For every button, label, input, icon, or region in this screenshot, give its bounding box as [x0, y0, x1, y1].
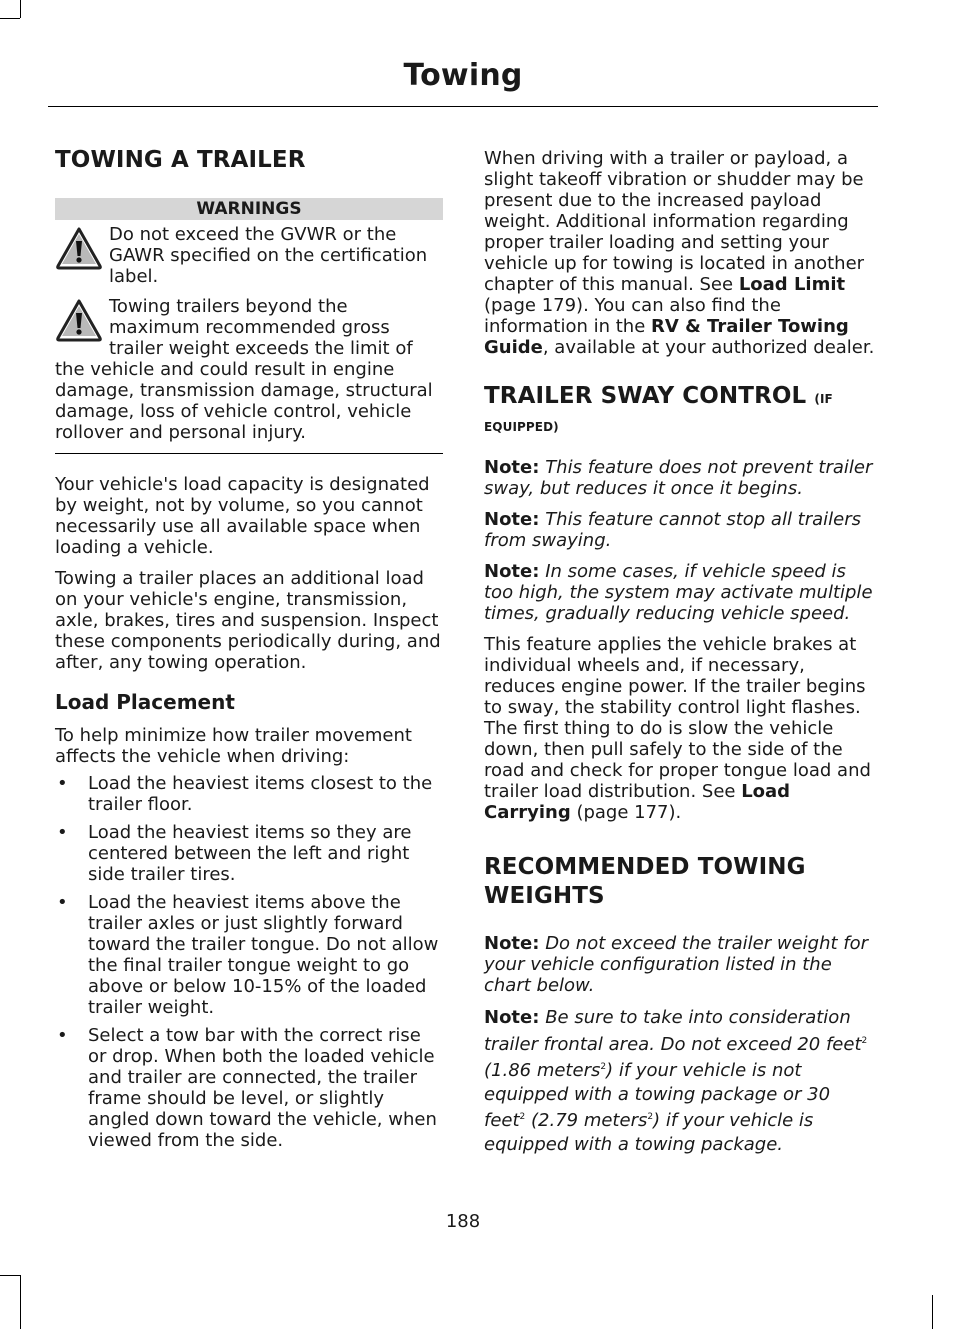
link-rv-trailer-towing-guide[interactable]: RV & Trailer Towing Guide [484, 316, 849, 358]
warnings-header: WARNINGS [55, 198, 443, 220]
paragraph-text: (page 177). [570, 802, 682, 823]
crop-mark-bottom-right-v [932, 1295, 933, 1329]
note-3 [484, 561, 876, 624]
warning-item-1 [55, 224, 443, 287]
list-item-text: Load the heaviest items so they are centered between the left and right side trailer tires. [88, 822, 412, 885]
crop-mark-bottom-left-v [20, 1275, 21, 1329]
subheading-load-placement: Load Placement [55, 690, 235, 714]
crop-mark-bottom-left-h [0, 1275, 20, 1276]
paragraph-sway-control-function [484, 634, 876, 823]
paragraph-load-capacity: Your vehicle's load capacity is designated by weight, not by volume, so you cannot necessarily use all available space when loading a vehicle. [55, 474, 430, 558]
paragraph-text: , available at your authorized dealer. [542, 337, 875, 358]
superscript: 2 [519, 1112, 526, 1122]
list-item-text: Load the heaviest items above the trailer axles or just slightly forward toward the trailer tongue. Do not allow the final trailer tongue weight to go above or below 10-15% of the loaded trailer weight. [88, 892, 439, 1018]
warning-text-2: Towing trailers beyond the maximum recommended gross trailer weight exceeds the limit of the vehicle and could result in engine damage, transmission damage, structural damage, loss of vehicle control, vehicle rollover and personal injury. [55, 296, 433, 443]
bullet-marker: • [57, 1025, 68, 1046]
heading-suffix: (IF [814, 392, 833, 406]
section-heading-towing-a-trailer: TOWING A TRAILER [55, 147, 306, 173]
heading-suffix: EQUIPPED) [484, 420, 559, 434]
note-4 [484, 933, 876, 996]
paragraph-towing-load: Towing a trailer places an additional load on your vehicle's engine, transmission, axle, brakes, tires and suspension. Inspect these components periodically during, and after, any towing operation. [55, 568, 441, 673]
note-text: (2.79 meters [525, 1110, 648, 1131]
paragraph-text: This feature applies the vehicle brakes at individual wheels and, if necessary, reduces engine power. If the trailer begins to sway, the stability control light flashes. The first thing to do is slow the vehicle down, then pull safely to the side of the road and check for proper tongue load and trailer load distribution. See [484, 634, 871, 802]
superscript: 2 [647, 1112, 654, 1122]
superscript: 2 [861, 1035, 868, 1046]
note-1 [484, 457, 876, 499]
list-item-text: Select a tow bar with the correct rise or drop. When both the loaded vehicle and trailer are connected, the trailer frame should be level, or slightly angled down toward the vehicle, when viewed from the side. [88, 1025, 437, 1151]
bullet-marker: • [57, 773, 68, 794]
note-label: Note: [484, 457, 540, 478]
note-text: This feature does not prevent trailer sway, but reduces it once it begins. [484, 457, 873, 499]
crop-mark-top-left-h [0, 18, 20, 19]
link-load-limit[interactable]: Load Limit [738, 274, 846, 295]
note-text: ) if your vehicle is equipped with a towing package. [484, 1110, 814, 1155]
note-text: This feature cannot stop all trailers from swaying. [484, 509, 862, 551]
note-2 [484, 509, 876, 551]
section-heading-recommended-towing-weights: RECOMMENDED TOWING WEIGHTS [484, 854, 806, 909]
paragraph-text: (page 179). You can also find the information in the [484, 295, 781, 337]
paragraph-text: When driving with a trailer or payload, a slight takeoff vibration or shudder may be present due to the increased payload weight. Additional information regarding proper trailer loading and setting your vehicle up for towing is located in another chapter of this manual. See [484, 148, 865, 295]
paragraph-payload-vibration [484, 148, 876, 358]
superscript: 2 [600, 1062, 607, 1072]
bullet-marker: • [57, 822, 68, 843]
note-text: ) if your vehicle is not equipped with a towing package or 30 feet [484, 1060, 831, 1131]
crop-mark-top-left-v [20, 0, 21, 18]
link-load-carrying[interactable]: Load Carrying [484, 781, 791, 823]
paragraph-minimize-movement: To help minimize how trailer movement affects the vehicle when driving: [55, 725, 412, 767]
note-text: Do not exceed the trailer weight for your vehicle configuration listed in the chart below. [484, 933, 869, 996]
note-5 [484, 1006, 876, 1156]
warnings-end-rule [55, 453, 443, 454]
section-heading-suffix-line [484, 414, 876, 440]
right-column [484, 148, 876, 1166]
title-rule [48, 106, 878, 107]
note-text: Be sure to take into consideration trailer frontal area. Do not exceed 20 feet [484, 1007, 862, 1055]
list-item [55, 892, 443, 1018]
list-item [55, 822, 443, 885]
load-placement-list [55, 773, 443, 1151]
page-number: 188 [445, 1211, 481, 1232]
note-text: (1.86 meters [484, 1060, 601, 1081]
warning-triangle-icon [55, 298, 103, 342]
note-label: Note: [484, 933, 540, 954]
left-column [55, 146, 443, 1158]
warning-item-2 [55, 296, 443, 443]
note-label: Note: [484, 561, 540, 582]
heading-text: TRAILER SWAY CONTROL [484, 383, 807, 409]
page-title: Towing [403, 58, 523, 93]
note-label: Note: [484, 1007, 540, 1028]
section-heading-trailer-sway-control [484, 382, 876, 414]
list-item [55, 773, 443, 815]
note-text: In some cases, if vehicle speed is too high, the system may activate multiple times, gradually reducing vehicle speed. [484, 561, 873, 624]
bullet-marker: • [57, 892, 68, 913]
warning-text-1: Do not exceed the GVWR or the GAWR specified on the certification label. [109, 224, 428, 287]
warning-triangle-icon [55, 226, 103, 270]
list-item-text: Load the heaviest items closest to the trailer floor. [88, 773, 433, 815]
list-item [55, 1025, 443, 1151]
note-label: Note: [484, 509, 540, 530]
